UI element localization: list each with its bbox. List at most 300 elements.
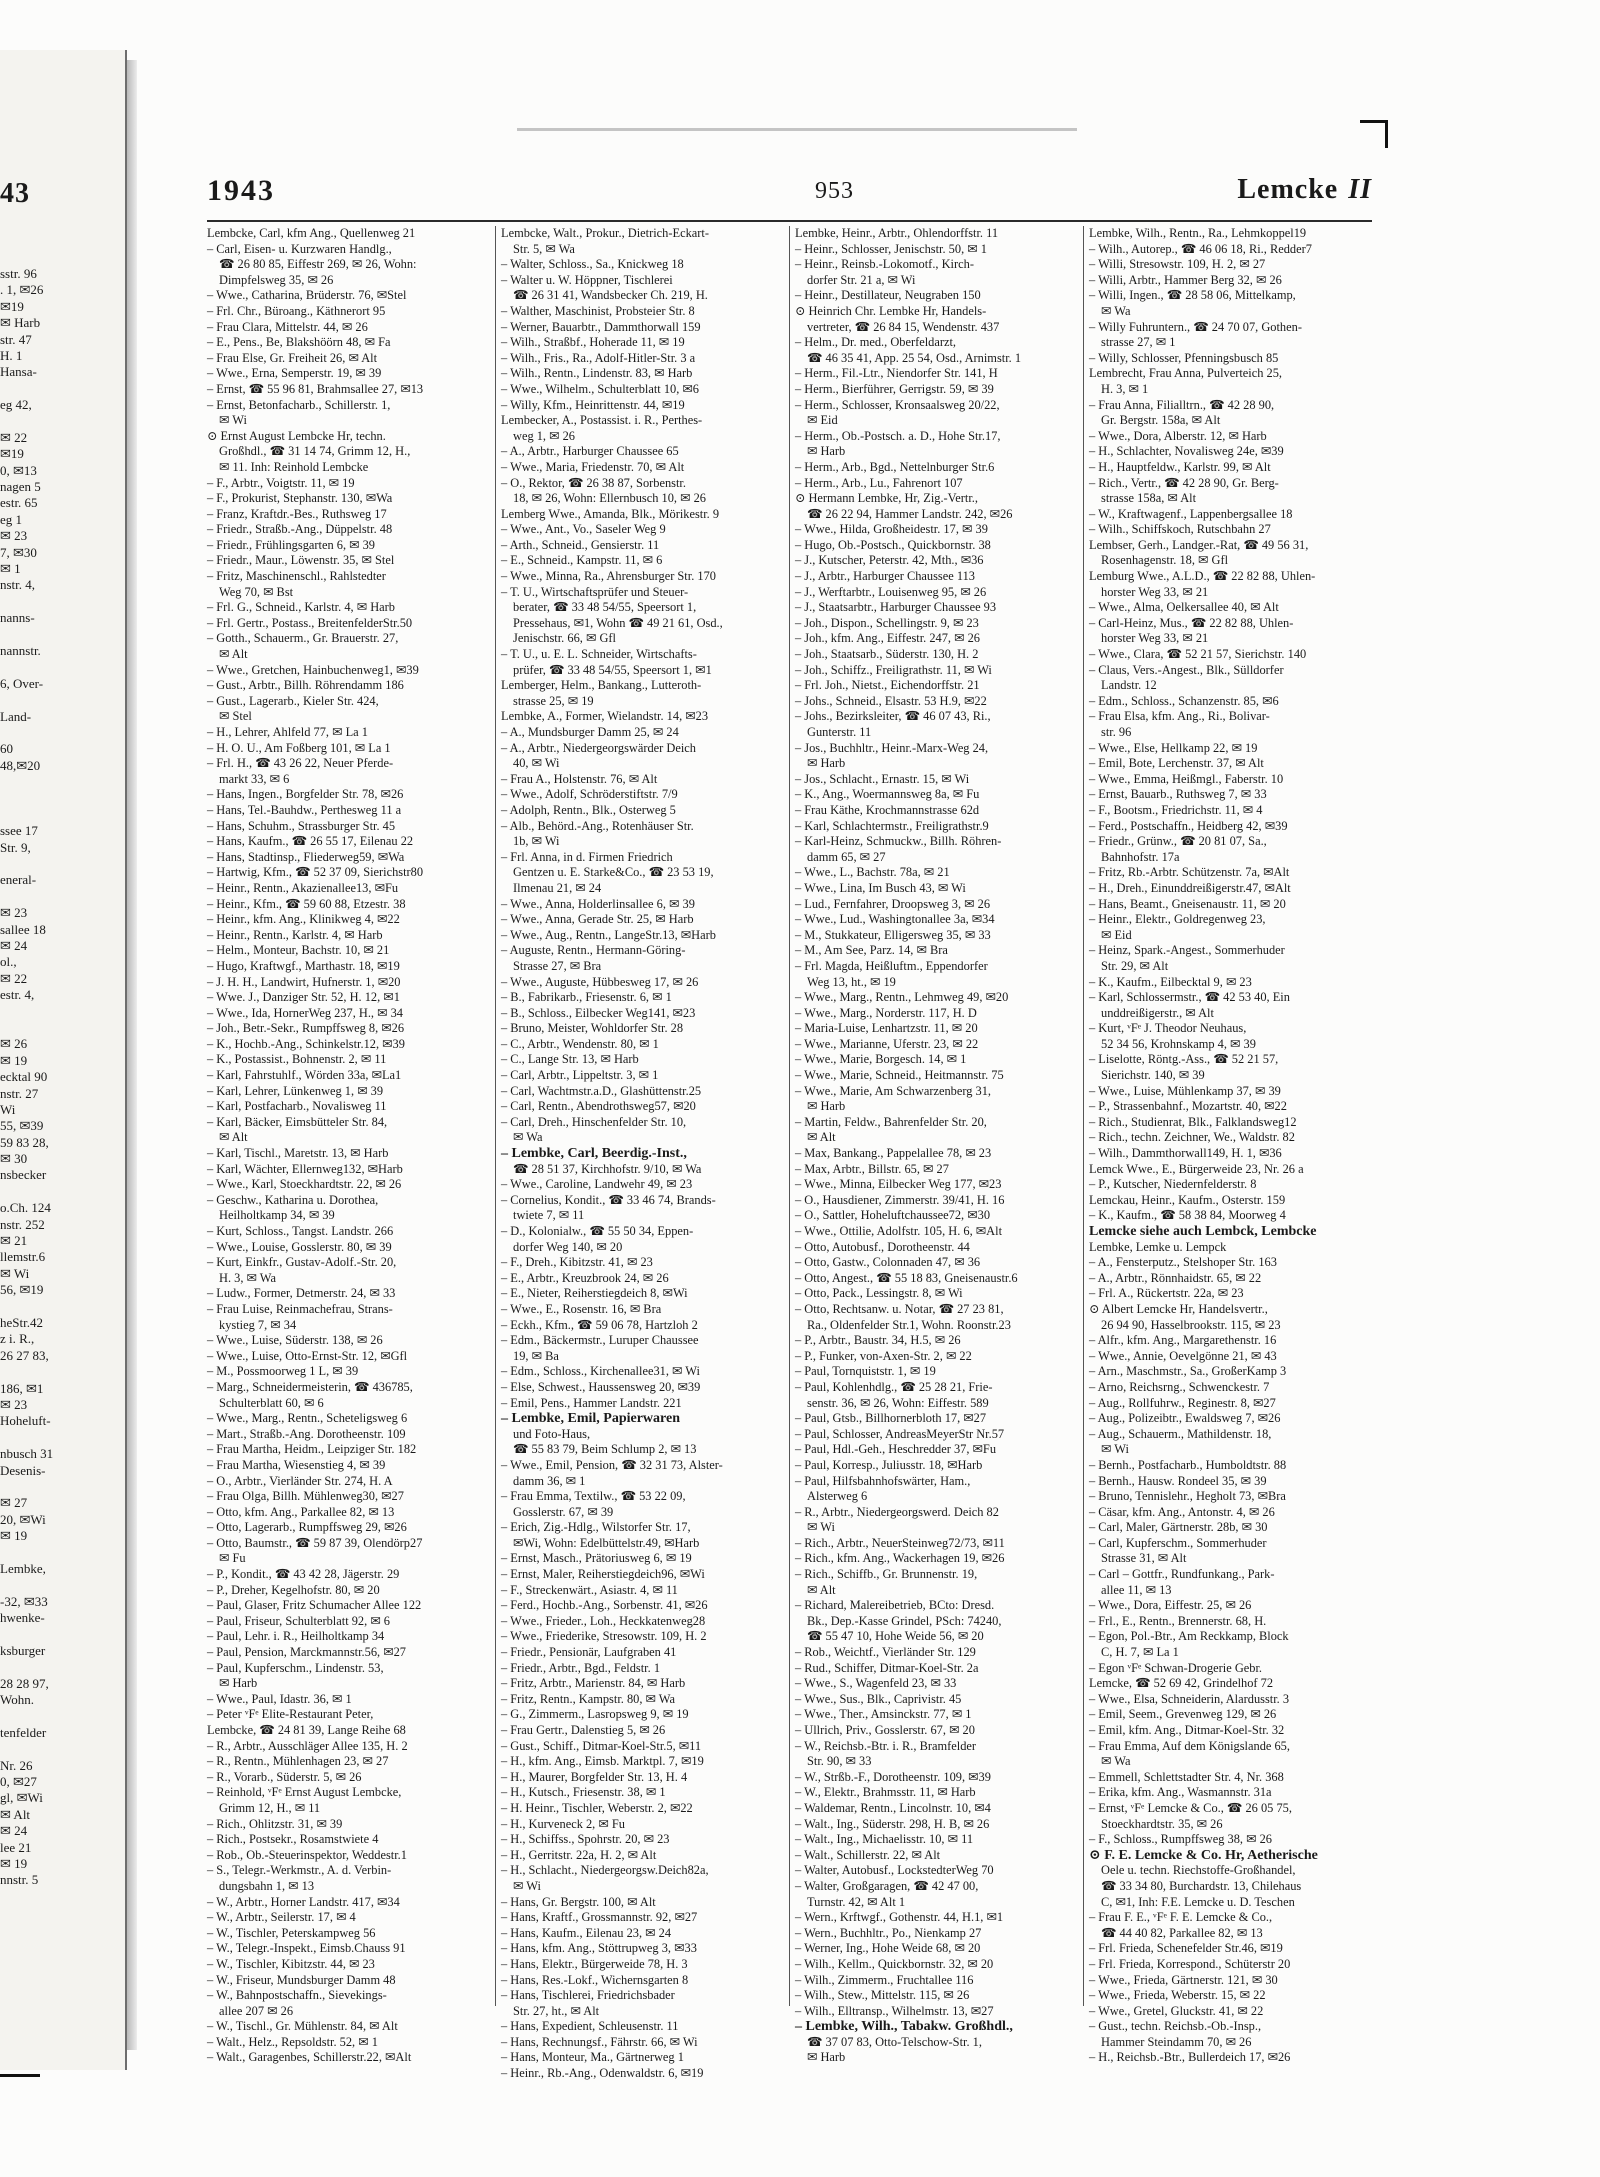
directory-entry: Str. 27, ht., ✉ Alt — [513, 2003, 600, 2018]
directory-entry: ⊙ Ernst August Lembcke Hr, techn. — [207, 428, 386, 443]
directory-entry: – Hans, Elektr., Bürgerweide 78, H. 3 — [501, 1956, 688, 1971]
directory-entry: – Herm., Schlosser, Kronsaalsweg 20/22, — [795, 397, 1000, 412]
directory-entry: – Wwe., Emma, Heißmgl., Faberstr. 10 — [1089, 771, 1284, 786]
directory-entry: – E., Nieter, Reiherstiegdeich 8, ✉Wi — [501, 1286, 688, 1301]
directory-entry: – Hans, Gr. Bergstr. 100, ✉ Alt — [501, 1894, 656, 1909]
directory-entry: – Heinr., Kfm., ☎ 59 60 88, Etzestr. 38 — [207, 896, 406, 911]
directory-entry: – Friedr., Frühlingsgarten 6, ✉ 39 — [207, 537, 376, 552]
directory-entry: – Hans, Kaufm., ☎ 26 55 17, Eilenau 22 — [207, 834, 414, 849]
directory-entry: – Walt., Garagenbes, Schillerstr.22, ✉Alt — [207, 2050, 412, 2065]
directory-entry: – Wwe., Erna, Semperstr. 19, ✉ 39 — [207, 366, 382, 381]
directory-entry: – H., Kurveneck 2, ✉ Fu — [501, 1816, 625, 1831]
left-page-line — [0, 414, 125, 430]
directory-entry: – R., Vorarb., Süderstr. 5, ✉ 26 — [207, 1769, 362, 1784]
directory-entry: ✉ Alt — [219, 647, 248, 662]
left-page-line: ✉ 24 — [0, 938, 28, 954]
left-page-line: str. 47 — [0, 331, 32, 347]
left-page-line: ✉ 19 — [0, 1052, 28, 1068]
left-page-line: sallee 18 — [0, 921, 46, 937]
directory-entry: – Carl, Rentn., Abendrothsweg57, ✉20 — [501, 1099, 696, 1114]
directory-entry: – B., Schloss., Eilbecker Weg141, ✉23 — [501, 1005, 696, 1020]
directory-entry: Lemberger, Helm., Bankang., Lutteroth- — [501, 678, 702, 693]
directory-entry: – Max, Bankang., Pappelallee 78, ✉ 23 — [795, 1146, 992, 1161]
directory-entry: – Paul, Hilfsbahnhofswärter, Ham., — [795, 1473, 971, 1488]
directory-entry: – Wwe., Luise, Otto-Ernst-Str. 12, ✉Gfl — [207, 1348, 408, 1363]
directory-entry: – Ernst, Maler, Reiherstiegdeich96, ✉Wi — [501, 1567, 705, 1582]
directory-entry: – Hartwig, Kfm., ☎ 52 37 09, Sierichstr80 — [207, 865, 424, 880]
left-page-line: ✉ Harb — [0, 315, 41, 331]
directory-entry: – Willy, Schlosser, Pfenningsbusch 85 — [1089, 350, 1279, 365]
left-page-lines — [0, 266, 125, 1889]
directory-entry: – Carl, Kupferschm., Sommerhuder — [1089, 1535, 1267, 1550]
directory-entry: – Otto, Baumstr., ☎ 59 87 39, Olendörp27 — [207, 1535, 423, 1550]
directory-entry: – Cäsar, kfm. Ang., Antonstr. 4, ✉ 26 — [1089, 1504, 1275, 1519]
directory-entry: – P., Kutscher, Niedernfelderstr. 8 — [1089, 1177, 1257, 1192]
directory-entry: – Rich., Schiffb., Gr. Brunnenstr. 19, — [795, 1567, 978, 1582]
directory-entry: – Walter u. W. Höppner, Tischlerei — [501, 272, 673, 287]
directory-entry: – Carl, Dreh., Hinschenfelder Str. 10, — [501, 1114, 687, 1129]
directory-entry: – Jos., Buchhltr., Heinr.-Marx-Weg 24, — [795, 740, 989, 755]
directory-entry: – K., Hochb.-Ang., Schinkelstr.12, ✉39 — [207, 1036, 405, 1051]
directory-entry: – Bruno, Meister, Wohldorfer Str. 28 — [501, 1021, 684, 1036]
left-page-line — [0, 791, 125, 807]
directory-entry: – Wwe., Gretel, Gluckstr. 41, ✉ 22 — [1089, 2003, 1264, 2018]
directory-entry: strasse 27, ✉ 1 — [1101, 335, 1176, 350]
directory-entry: – O., Arbtr., Vierländer Str. 274, H. A — [207, 1473, 393, 1488]
directory-entry: – Paul, Gtsb., Billhornerbloth 17, ✉27 — [795, 1411, 987, 1426]
directory-entry: – Claus, Vers.-Angest., Blk., Sülldorfer — [1089, 662, 1284, 677]
directory-entry: und Foto-Haus, — [513, 1426, 591, 1441]
directory-entry: – Frau Martha, Wiesenstieg 4, ✉ 39 — [207, 1457, 386, 1472]
directory-entry: – Karl-Heinz, Schmuckw., Billh. Röhren- — [795, 834, 1002, 849]
directory-entry: unddreißigerstr., ✉ Alt — [1101, 1005, 1214, 1020]
directory-entry: – W., Tischler, Kibitzstr. 44, ✉ 23 — [207, 1956, 375, 1971]
directory-entry: – O., Sattler, Hoheluftchaussee72, ✉30 — [795, 1208, 991, 1223]
directory-entry: – Heinr., Schlosser, Jenischstr. 50, ✉ 1 — [795, 241, 987, 256]
directory-entry: Lembrecht, Frau Anna, Pulverteich 25, — [1089, 366, 1283, 381]
directory-entry: Landstr. 12 — [1101, 678, 1157, 693]
left-page-line: ksburger — [0, 1642, 46, 1658]
directory-entry: – Hans, Tel.-Bauhdw., Perthesweg 11 a — [207, 802, 402, 817]
left-page-line: nanns- — [0, 610, 35, 626]
directory-entry: – Gust., techn. Reichsb.-Ob.-Insp., — [1089, 2019, 1262, 2034]
column-1 — [207, 226, 488, 2065]
directory-entry: – Hans, kfm. Ang., Stöttrupweg 3, ✉33 — [501, 1941, 697, 1956]
directory-entry: – Gotth., Schauerm., Gr. Brauerstr. 27, — [207, 631, 399, 646]
directory-entry: ✉ Harb — [807, 756, 846, 771]
left-page-line — [0, 692, 125, 708]
directory-entry: – Wwe., Lud., Washingtonallee 3a, ✉34 — [795, 912, 995, 927]
directory-entry: – W., Arbtr., Seilerstr. 17, ✉ 4 — [207, 1910, 356, 1925]
directory-entry: – Otto, Lagerarb., Rumpffsweg 29, ✉26 — [207, 1520, 407, 1535]
left-page-line — [0, 594, 125, 610]
directory-entry: Hammer Steindamm 70, ✉ 26 — [1101, 2034, 1252, 2049]
directory-entry: – Wwe., Anna, Gerade Str. 25, ✉ Harb — [501, 912, 694, 927]
directory-entry: – Lembke, Carl, Beerdig.-Inst., — [501, 1146, 687, 1162]
directory-entry: – Aug., Polizeibtr., Ewaldsweg 7, ✉26 — [1089, 1411, 1281, 1426]
left-page-line — [0, 725, 125, 741]
directory-entry: – Rich., Postsekr., Rosamstwiete 4 — [207, 1832, 379, 1847]
directory-entry: – Hans, Kaufm., Eilenau 23, ✉ 24 — [501, 1925, 672, 1940]
directory-entry: – P., Dreher, Kegelhofstr. 80, ✉ 20 — [207, 1582, 380, 1597]
left-page-line — [0, 1479, 125, 1495]
left-page-line: 55, ✉39 — [0, 1118, 44, 1134]
directory-entry: – Kurt, Einkfr., Gustav-Adolf.-Str. 20, — [207, 1255, 397, 1270]
directory-entry: – C., Arbtr., Wendenstr. 80, ✉ 1 — [501, 1036, 659, 1051]
directory-entry: ✉ Wi — [807, 1520, 835, 1535]
directory-entry: Str. 5, ✉ Wa — [513, 241, 575, 256]
directory-entry: – Otto, Angest., ☎ 55 18 83, Gneisenaustr.6 — [795, 1270, 1018, 1285]
directory-entry: – Carl, Maler, Gärtnerstr. 28b, ✉ 30 — [1089, 1520, 1268, 1535]
directory-entry: C, H. 7, ✉ La 1 — [1101, 1645, 1179, 1660]
directory-entry: – Kurt, Schloss., Tangst. Landstr. 266 — [207, 1224, 394, 1238]
left-page-line: ✉ 23 — [0, 528, 28, 544]
left-page-line: ssee 17 — [0, 823, 38, 839]
directory-entry: – Carl, Arbtr., Lippeltstr. 3, ✉ 1 — [501, 1068, 659, 1083]
directory-entry: – W., Elektr., Brahmsstr. 11, ✉ Harb — [795, 1785, 976, 1800]
directory-entry: – Herm., Fil.-Ltr., Niendorfer Str. 141, H — [795, 366, 998, 381]
directory-entry: – H., Kutsch., Friesenstr. 38, ✉ 1 — [501, 1785, 666, 1800]
left-page-line: eneral- — [0, 872, 37, 888]
directory-entry: – H., Schiffss., Spohrstr. 20, ✉ 23 — [501, 1832, 670, 1847]
left-page-line: ✉19 — [0, 298, 24, 314]
directory-entry: Pressehaus, ✉1, Wohn ☎ 49 21 61, Osd., — [513, 615, 723, 630]
left-page-line: 56, ✉19 — [0, 1282, 44, 1298]
directory-entry: – Hans, Schuhm., Strassburger Str. 45 — [207, 818, 396, 833]
directory-entry: Weg 13, ht., ✉ 19 — [807, 974, 896, 989]
directory-entry: horster Weg 33, ✉ 21 — [1101, 631, 1209, 646]
directory-entry: – F., Dreh., Kibitzstr. 41, ✉ 23 — [501, 1255, 653, 1270]
directory-entry: – Willy, Kfm., Heinrittenstr. 44, ✉19 — [501, 397, 685, 412]
directory-entry: – Waldemar, Rentn., Lincolnstr. 10, ✉4 — [795, 1800, 991, 1815]
header-rule — [207, 220, 1372, 222]
directory-entry: – P., Arbtr., Baustr. 34, H.5, ✉ 26 — [795, 1333, 961, 1348]
directory-entry: – Wwe., Emil, Pension, ☎ 32 31 73, Alster- — [501, 1457, 723, 1472]
directory-entry: Lemckau, Heinr., Kaufm., Osterstr. 159 — [1089, 1192, 1286, 1207]
directory-entry: Lembcke, Walt., Prokur., Dietrich-Eckart- — [501, 226, 709, 240]
directory-entry: – K., Postassist., Bohnenstr. 2, ✉ 11 — [207, 1052, 387, 1067]
directory-entry: – G., Zimmerm., Lasropsweg 9, ✉ 19 — [501, 1707, 689, 1722]
directory-entry: – Walther, Maschinist, Probsteier Str. 8 — [501, 303, 695, 318]
left-page-line: Hansa- — [0, 364, 37, 380]
directory-entry: – Hans, Stadtinsp., Fliederweg59, ✉Wa — [207, 849, 405, 864]
directory-entry: – Frl. Gertr., Postass., BreitenfelderStr.50 — [207, 615, 413, 630]
directory-entry: ✉ Wa — [513, 1130, 543, 1145]
directory-entry: ✉ 11. Inh: Reinhold Lembcke — [219, 459, 369, 474]
directory-entry: – Walter, Schloss., Sa., Knickweg 18 — [501, 257, 684, 272]
directory-entry: – C., Lange Str. 13, ✉ Harb — [501, 1052, 639, 1067]
directory-entry: – Alb., Behörd.-Ang., Rotenhäuser Str. — [501, 818, 694, 833]
directory-entry: – Ernst, ☎ 55 96 81, Brahmsallee 27, ✉13 — [207, 381, 424, 396]
directory-entry: Stoeckhardtstr. 35, ✉ 26 — [1101, 1816, 1223, 1831]
directory-entry: ✉ Wa — [1101, 1754, 1131, 1769]
directory-entry: – Frau Elsa, kfm. Ang., Ri., Bolivar- — [1089, 709, 1270, 724]
directory-entry: – Wern., Buchhltr., Po., Nienkamp 27 — [795, 1925, 982, 1940]
directory-entry: – Wwe., Friederike, Stresowstr. 109, H. 2 — [501, 1629, 707, 1644]
left-page-line — [0, 1020, 125, 1036]
directory-entry: – Carl – Gottfr., Rundfunkang., Park- — [1089, 1567, 1275, 1582]
directory-entry: – Emil, Seem., Grevenweg 129, ✉ 26 — [1089, 1707, 1277, 1722]
directory-entry: – Frau Emma, Textilw., ☎ 53 22 09, — [501, 1489, 686, 1504]
left-page-fragment — [0, 50, 127, 2070]
directory-entry: – M., Am See, Parz. 14, ✉ Bra — [795, 943, 948, 958]
left-page-line: -32, ✉33 — [0, 1593, 48, 1609]
directory-entry: – H. O. U., Am Foßberg 101, ✉ La 1 — [207, 740, 391, 755]
directory-entry: – Wwe., Minna, Eilbecker Weg 177, ✉23 — [795, 1177, 1002, 1192]
directory-entry: – Emil, Pens., Hammer Landstr. 221 — [501, 1395, 682, 1410]
left-page-line: ✉ 24 — [0, 1823, 28, 1839]
directory-entry: – Wwe., Ida, HornerWeg 237, H., ✉ 34 — [207, 1005, 403, 1020]
directory-entry: strasse 158a, ✉ Alt — [1101, 491, 1197, 506]
directory-entry: – O., Rektor, ☎ 26 38 87, Sorbenstr. — [501, 475, 686, 490]
directory-entry: – Herm., Bierführer, Gerrigstr. 59, ✉ 39 — [795, 381, 994, 396]
left-page-line: o.Ch. 124 — [0, 1200, 51, 1216]
directory-entry: – J., Werftarbtr., Louisenweg 95, ✉ 26 — [795, 584, 987, 599]
left-page-line: Wohn. — [0, 1691, 34, 1707]
left-page-line: ✉ 27 — [0, 1495, 28, 1511]
left-page-line: eg 1 — [0, 511, 23, 527]
directory-entry: – Marg., Schneidermeisterin, ☎ 436785, — [207, 1379, 413, 1394]
directory-entry: ✉ Harb — [807, 2050, 846, 2065]
directory-entry: ☎ 33 34 80, Burchardstr. 13, Chilehaus — [1101, 1878, 1302, 1893]
directory-entry: – Carl-Heinz, Mus., ☎ 22 82 88, Uhlen- — [1089, 615, 1294, 630]
directory-entry: – Hans, Expedient, Schleusenstr. 11 — [501, 2019, 679, 2034]
directory-entry: Strasse 31, ✉ Alt — [1101, 1551, 1187, 1566]
left-page-line: z i. R., — [0, 1331, 35, 1347]
directory-entry: – F., Bootsm., Friedrichstr. 11, ✉ 4 — [1089, 802, 1263, 817]
directory-entry: – Helm., Monteur, Bachstr. 10, ✉ 21 — [207, 943, 390, 958]
directory-entry: – W., Friseur, Mundsburger Damm 48 — [207, 1972, 396, 1987]
directory-entry: – Otto, Gastw., Colonnaden 47, ✉ 36 — [795, 1255, 981, 1270]
directory-entry: – Rob., Weichtf., Vierländer Str. 129 — [795, 1645, 976, 1660]
directory-entry: – Frl. A., Rückertstr. 22a, ✉ 23 — [1089, 1286, 1244, 1301]
left-page-line: ✉ 23 — [0, 1396, 28, 1412]
directory-entry: – Wwe., Marianne, Uferstr. 23, ✉ 22 — [795, 1036, 979, 1051]
directory-entry: – Joh., Schiffz., Freiligrathstr. 11, ✉ Wi — [795, 662, 992, 677]
directory-entry: – Wwe., Annie, Oevelgönne 21, ✉ 43 — [1089, 1348, 1277, 1363]
directory-entry: ✉ Fu — [219, 1551, 246, 1566]
directory-entry: – Wwe., Adolf, Schröderstiftstr. 7/9 — [501, 787, 678, 802]
book-gutter — [127, 60, 137, 2050]
directory-entry: – Cornelius, Kondit., ☎ 33 46 74, Brands- — [501, 1192, 716, 1207]
directory-entry: – Erich, Zig.-Hdlg., Wilstorfer Str. 17, — [501, 1520, 691, 1535]
directory-entry: – Bruno, Tennislehr., Hegholt 73, ✉Bra — [1089, 1489, 1286, 1504]
directory-columns — [207, 226, 1372, 2081]
directory-entry: – O., Hausdiener, Zimmerstr. 39/41, H. 16 — [795, 1192, 1005, 1207]
directory-entry: ✉ Harb — [807, 444, 846, 459]
directory-entry: – Hans, Res.-Lokf., Wichernsgarten 8 — [501, 1972, 689, 1987]
directory-entry: – W., Kraftwagenf., Lappenbergsallee 18 — [1089, 506, 1293, 521]
directory-entry: – Wilh., Rentn., Lindenstr. 83, ✉ Harb — [501, 366, 693, 381]
directory-entry: – Max, Arbtr., Billstr. 65, ✉ 27 — [795, 1161, 949, 1176]
directory-entry: 52 34 56, Krohnskamp 4, ✉ 39 — [1101, 1036, 1256, 1051]
directory-entry: – Wwe., Alma, Oelkersallee 40, ✉ Alt — [1089, 600, 1279, 615]
directory-entry: – Paul, Hdl.-Geh., Heschredder 37, ✉Fu — [795, 1442, 997, 1457]
left-page-line: Desenis- — [0, 1462, 46, 1478]
directory-entry: – Frl. Anna, in d. Firmen Friedrich — [501, 849, 673, 864]
directory-entry: ✉ Wi — [219, 413, 247, 428]
left-page-line: Lembke, — [0, 1560, 46, 1576]
left-page-line: Str. 9, — [0, 839, 31, 855]
directory-entry: – H., kfm. Ang., Eimsb. Marktpl. 7, ✉19 — [501, 1754, 704, 1769]
directory-entry: – H., Reichsb.-Btr., Bullerdeich 17, ✉26 — [1089, 2050, 1291, 2065]
directory-entry: – H., Hauptfeldw., Karlstr. 99, ✉ Alt — [1089, 459, 1271, 474]
directory-entry: – Arth., Schneid., Gensierstr. 11 — [501, 537, 660, 552]
directory-entry: – Hugo, Ob.-Postsch., Quickbornstr. 38 — [795, 537, 991, 552]
directory-entry: – Emil, kfm. Ang., Ditmar-Koel-Str. 32 — [1089, 1723, 1285, 1737]
directory-entry: – W., Bahnpostschaffn., Sievekings- — [207, 1988, 387, 2003]
directory-entry: ⊙ F. E. Lemcke & Co. Hr, Aetherische — [1089, 1847, 1318, 1863]
left-page-line: nstr. 252 — [0, 1216, 45, 1232]
directory-entry: – Wwe., Marie, Am Schwarzenberg 31, — [795, 1083, 992, 1098]
directory-entry: – Otto, Pack., Lessingstr. 8, ✉ Wi — [795, 1286, 963, 1301]
directory-entry: – Karl, Schlachtermstr., Freiligrathstr.9 — [795, 818, 989, 833]
directory-entry: – Joh., Dispon., Schellingstr. 9, ✉ 23 — [795, 615, 979, 630]
directory-entry: – Wwe., Marie, Borgesch. 14, ✉ 1 — [795, 1052, 967, 1067]
left-page-line — [0, 1544, 125, 1560]
directory-entry: – Frau Käthe, Krochmannstrasse 62d — [795, 802, 980, 817]
directory-entry: – Frau Else, Gr. Freiheit 26, ✉ Alt — [207, 350, 378, 365]
directory-entry: – Rich., techn. Zeichner, We., Waldstr. 82 — [1089, 1130, 1295, 1145]
directory-entry: – Wwe., Ant., Vo., Saseler Weg 9 — [501, 522, 666, 537]
directory-entry: ⊙ Hermann Lembke, Hr, Zig.-Vertr., — [795, 491, 978, 506]
directory-entry: – Wwe., Clara, ☎ 52 21 57, Sierichstr. 140 — [1089, 647, 1307, 662]
directory-entry: – Friedr., Pensionär, Laufgraben 41 — [501, 1645, 677, 1660]
directory-entry: – Frl. H., ☎ 43 26 22, Neuer Pferde- — [207, 756, 394, 771]
directory-entry: Lemcke, ☎ 52 69 42, Grindelhof 72 — [1089, 1676, 1274, 1691]
directory-entry: – Rich., Arbtr., NeuerSteinweg72/73, ✉11 — [795, 1535, 1005, 1550]
directory-entry: – Rich., Vertr., ☎ 42 28 90, Gr. Berg- — [1089, 475, 1279, 490]
directory-entry: – Walter, Autobusf., LockstedterWeg 70 — [795, 1863, 994, 1878]
directory-entry: – Wwe., Paul, Idastr. 36, ✉ 1 — [207, 1691, 352, 1706]
directory-entry: – Wwe., Catharina, Brüderstr. 76, ✉Stel — [207, 288, 407, 303]
directory-entry: – Fritz, Rb.-Arbtr. Schützenstr. 7a, ✉Alt — [1089, 865, 1290, 880]
directory-entry: – Rich., Ohlitzstr. 31, ✉ 39 — [207, 1816, 343, 1831]
directory-entry: – H. Heinr., Tischler, Weberstr. 2, ✉22 — [501, 1800, 693, 1815]
directory-entry: – Walt., Ing., Süderstr. 298, H. B, ✉ 26 — [795, 1816, 990, 1831]
directory-entry: – Franz, Kraftdr.-Bes., Ruthsweg 17 — [207, 506, 387, 521]
directory-entry: – F., Arbtr., Voigtstr. 11, ✉ 19 — [207, 475, 355, 490]
directory-entry: – Paul, Kohlenhdlg., ☎ 25 28 21, Frie- — [795, 1379, 993, 1394]
left-page-line: nnstr. 5 — [0, 1872, 39, 1888]
directory-entry: – Frl. Frieda, Korrespond., Schüterstr 20 — [1089, 1956, 1291, 1971]
directory-entry: – Wwe., Sus., Blk., Caprivistr. 45 — [795, 1691, 962, 1706]
left-page-line: ✉ 19 — [0, 1528, 28, 1544]
directory-entry: – Willy Fuhruntern., ☎ 24 70 07, Gothen- — [1089, 319, 1302, 334]
directory-entry: – Frau Anna, Filialltrn., ☎ 42 28 90, — [1089, 397, 1275, 412]
directory-entry: – H., Gerritstr. 22a, H. 2, ✉ Alt — [501, 1847, 657, 1862]
directory-entry: – Frau Clara, Mittelstr. 44, ✉ 26 — [207, 319, 368, 334]
left-page-line — [0, 1184, 125, 1200]
directory-entry: Lembecker, A., Postassist. i. R., Perthes- — [501, 413, 703, 428]
left-page-line — [0, 1364, 125, 1380]
directory-entry: Heilholtkamp 34, ✉ 39 — [219, 1208, 335, 1223]
header-year: 1943 — [207, 174, 275, 207]
directory-entry: ✉ Eid — [1101, 927, 1132, 942]
directory-entry: – Karl, Tischl., Maretstr. 13, ✉ Harb — [207, 1146, 389, 1161]
directory-entry: – Carl, Eisen- u. Kurzwaren Handlg., — [207, 241, 392, 256]
directory-entry: Sierichstr. 140, ✉ 39 — [1101, 1068, 1205, 1083]
directory-entry: – Heinr., Elektr., Goldregenweg 23, — [1089, 912, 1266, 927]
left-page-line: Wi — [0, 1101, 16, 1117]
directory-entry: horster Weg 33, ✉ 21 — [1101, 584, 1209, 599]
left-page-line: nsbecker — [0, 1167, 47, 1183]
directory-entry: – Paul, Tornquiststr. 1, ✉ 19 — [795, 1364, 936, 1379]
directory-entry: Jenischstr. 66, ✉ Gfl — [513, 631, 616, 646]
directory-entry: – Wwe., Karl, Stoeckhardtstr. 22, ✉ 26 — [207, 1177, 402, 1192]
directory-entry: – Hans, Rechnungsf., Fährstr. 66, ✉ Wi — [501, 2034, 698, 2049]
directory-entry: – Jos., Schlacht., Ernastr. 15, ✉ Wi — [795, 771, 970, 786]
directory-entry: – Wwe., Hilda, Großheidestr. 17, ✉ 39 — [795, 522, 988, 537]
directory-entry: ✉ Eid — [807, 413, 838, 428]
directory-entry: – Frau A., Holstenstr. 76, ✉ Alt — [501, 771, 658, 786]
directory-entry: – T. U., Wirtschaftsprüfer und Steuer- — [501, 584, 689, 599]
directory-entry: – Wwe., Maria, Friedenstr. 70, ✉ Alt — [501, 459, 685, 474]
directory-entry: – Heinr., Reinsb.-Lokomotf., Kirch- — [795, 257, 974, 272]
directory-entry: – Frl., E., Rentn., Brennerstr. 68, H. — [1089, 1613, 1267, 1628]
directory-entry: – Edm., Bäckermstr., Luruper Chaussee — [501, 1333, 699, 1348]
left-page-line — [0, 1708, 125, 1724]
directory-entry: ✉ Alt — [219, 1130, 248, 1145]
directory-entry: – Bernh., Hausw. Rondeel 35, ✉ 39 — [1089, 1473, 1267, 1488]
left-page-line — [0, 1741, 125, 1757]
column-3 — [795, 226, 1076, 2065]
left-page-line: ✉ 21 — [0, 1233, 28, 1249]
directory-entry: – Auguste, Rentn., Hermann-Göring- — [501, 943, 686, 958]
directory-entry: – Wwe., Frieda, Weberstr. 15, ✉ 22 — [1089, 1988, 1266, 2003]
directory-entry: – Walt., Ing., Michaelisstr. 10, ✉ 11 — [795, 1832, 974, 1847]
directory-entry: Grimm 12, H., ✉ 11 — [219, 1800, 321, 1815]
directory-entry: – K., Kaufm., Eilbecktal 9, ✉ 23 — [1089, 974, 1252, 989]
left-page-line: . 1, ✉26 — [0, 282, 44, 298]
directory-entry: – Karl, Wächter, Ellernweg132, ✉Harb — [207, 1161, 403, 1176]
left-page-line: H. 1 — [0, 347, 23, 363]
left-page-line — [0, 1004, 125, 1020]
directory-entry: – Wwe., E., Rosenstr. 16, ✉ Bra — [501, 1301, 662, 1316]
directory-entry: – Ludw., Former, Detmerstr. 24, ✉ 33 — [207, 1286, 396, 1301]
directory-entry: – Wilh., Autorep., ☎ 46 06 18, Ri., Redder7 — [1089, 241, 1312, 256]
directory-entry: Lembke, Wilh., Rentn., Ra., Lehmkoppel19 — [1089, 226, 1307, 240]
directory-entry: Dimpfelsweg 35, ✉ 26 — [219, 272, 334, 287]
directory-entry: – Hans, Monteur, Ma., Gärtnerweg 1 — [501, 2050, 684, 2065]
directory-entry: – Reinhold, ᵛFᵉ Ernst August Lembcke, — [207, 1785, 402, 1800]
directory-entry: – W., Reichsb.-Btr. i. R., Bramfelder — [795, 1738, 977, 1753]
left-page-line: Nr. 26 — [0, 1757, 33, 1773]
directory-entry: – Otto, Autobusf., Dorotheenstr. 44 — [795, 1239, 970, 1254]
directory-entry: – Emmell, Schlettstadter Str. 4, Nr. 368 — [1089, 1769, 1284, 1784]
directory-entry: Bk., Dep.-Kasse Grindel, PSch: 74240, — [807, 1613, 1002, 1628]
directory-entry: – Ernst, Bauarb., Ruthsweg 7, ✉ 33 — [1089, 787, 1267, 802]
directory-entry: – Wwe., Aug., Rentn., LangeStr.13, ✉Harb — [501, 927, 716, 942]
directory-entry: str. 96 — [1101, 725, 1132, 739]
directory-entry: ✉ Alt — [807, 1582, 836, 1597]
directory-entry: – Wilh., Schiffskoch, Rutschbahn 27 — [1089, 522, 1271, 537]
directory-entry: Oele u. techn. Riechstoffe-Großhandel, — [1101, 1863, 1296, 1878]
directory-entry: ✉ Stel — [219, 709, 252, 724]
directory-entry: – Frau Olga, Billh. Mühlenweg30, ✉27 — [207, 1489, 404, 1504]
directory-entry: Schulterblatt 60, ✉ 6 — [219, 1395, 324, 1410]
directory-entry: Str. 29, ✉ Alt — [1101, 958, 1169, 973]
directory-entry: – Wwe., Ther., Amsinckstr. 77, ✉ 1 — [795, 1707, 972, 1722]
directory-entry: – K., Ang., Woermannsweg 8a, ✉ Fu — [795, 787, 980, 802]
directory-entry: – Wwe., Marg., Rentn., Lehmweg 49, ✉20 — [795, 990, 1009, 1005]
column-divider — [1083, 226, 1084, 2006]
directory-entry: – Eckh., Kfm., ☎ 59 06 78, Hartzloh 2 — [501, 1317, 698, 1332]
directory-entry: H. 3, ✉ Wa — [219, 1270, 276, 1285]
directory-entry: – Wwe., Louise, Gosslerstr. 80, ✉ 39 — [207, 1239, 392, 1254]
directory-entry: – K., Kaufm., ☎ 58 38 84, Moorweg 4 — [1089, 1208, 1286, 1223]
directory-entry: – Fritz, Arbtr., Marienstr. 84, ✉ Harb — [501, 1676, 686, 1691]
